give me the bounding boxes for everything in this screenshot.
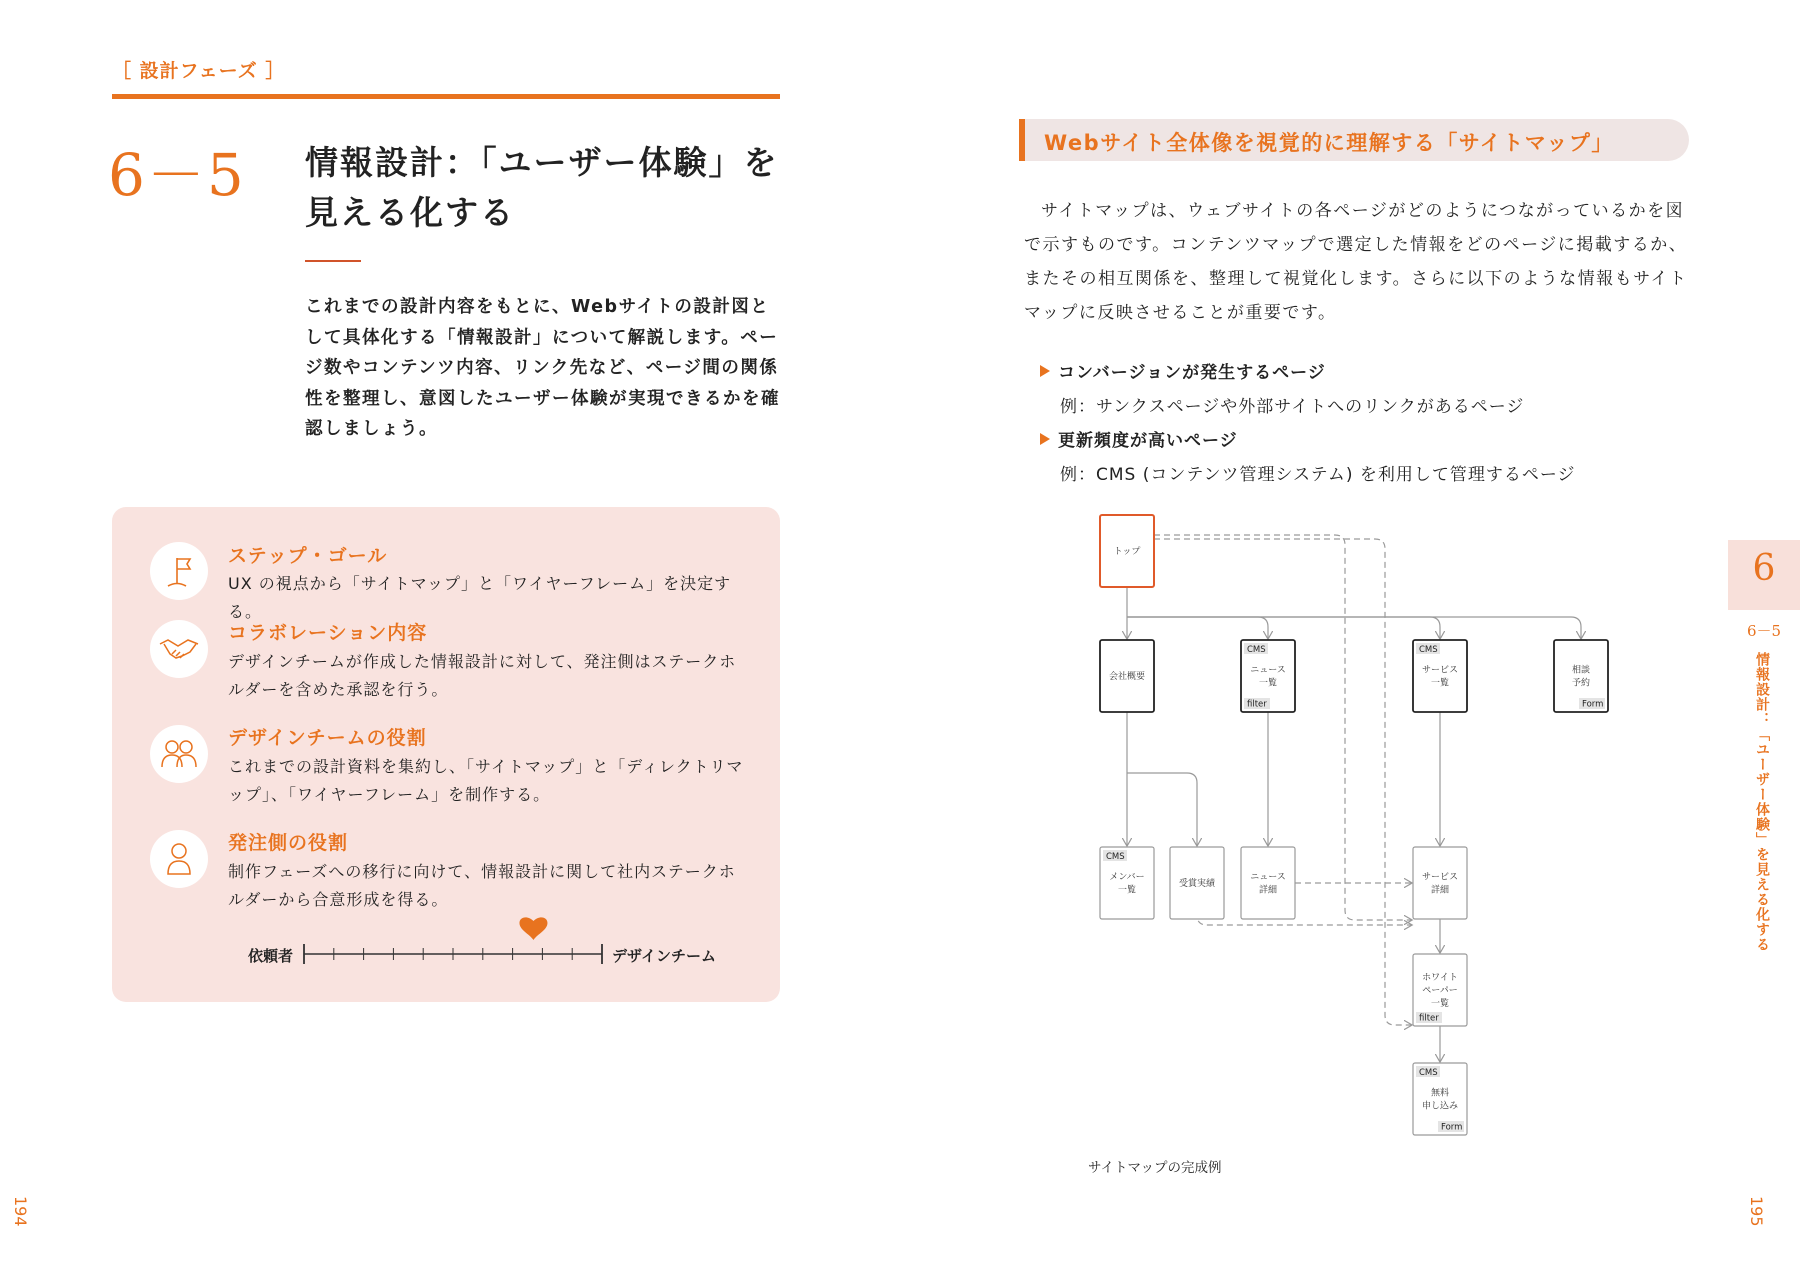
sitemap-node-label: 無料: [1430, 1088, 1450, 1099]
sitemap-node-label: 会社概要: [1108, 672, 1146, 682]
heart-marker-icon: [519, 917, 547, 940]
form-tag-label: Form: [1582, 699, 1604, 710]
edge-top-free: [1154, 539, 1411, 1025]
cms-tag-label: CMS: [1419, 645, 1438, 655]
cms-tag-label: CMS: [1106, 852, 1125, 862]
sitemap-node-label: 一覧: [1258, 678, 1278, 689]
bullet-list: [1024, 356, 1694, 492]
sitemap-node-awards: [1170, 847, 1224, 919]
flag-icon: [150, 542, 208, 600]
sitemap-node-label: 申し込み: [1421, 1101, 1459, 1112]
edge-top-services: [1127, 617, 1440, 638]
phase-label: ［ 設計フェーズ ］: [112, 60, 286, 82]
sitemap-node-label: 相談: [1571, 665, 1591, 676]
triangle-bullet-icon: [1040, 433, 1050, 445]
summary-text-3: これまでの設計資料を集約し、「サイトマップ」と「ディレクトリマップ」、「ワイヤーフレーム」を制作する。: [228, 757, 744, 804]
section-banner-title: Webサイト全体像を視覚的に理解する「サイトマップ」: [1044, 131, 1614, 155]
bullet-heading-1: コンバージョンが発生するページ: [1058, 363, 1326, 383]
sitemap-node-label: ペーパー: [1422, 986, 1458, 996]
bullet-example-1: 例：サンクスページや外部サイトへのリンクがあるページ: [1060, 397, 1525, 417]
collaboration-scale: [300, 910, 610, 970]
sitemap-node-box: [1241, 847, 1295, 919]
edge-top-news: [1127, 617, 1268, 638]
sitemap-node-label: ホワイト: [1422, 973, 1458, 983]
edge-company-awards: [1127, 773, 1197, 845]
sitemap-node-label: トップ: [1113, 547, 1141, 557]
sitemap-node-company: [1100, 640, 1154, 712]
section-number: 6－5: [108, 141, 246, 209]
sitemap-node-label: サービス: [1421, 872, 1459, 883]
summary-heading-3: デザインチームの役割: [228, 727, 427, 749]
sitemap-node-top: [1100, 515, 1154, 587]
sitemap-diagram: [1080, 505, 1640, 1145]
triangle-bullet-icon: [1040, 365, 1050, 377]
sitemap-node-label: 一覧: [1430, 999, 1450, 1009]
cms-tag-label: CMS: [1247, 645, 1266, 655]
section-banner-bar: [1019, 119, 1025, 161]
scale-right-label: デザインチーム: [612, 947, 716, 965]
summary-heading-4: 発注側の役割: [228, 832, 349, 854]
edge-top-consult: [1127, 617, 1581, 638]
sitemap-edges: [1127, 535, 1581, 1061]
cms-tag-label: CMS: [1419, 1068, 1438, 1078]
form-tag-label: Form: [1441, 1122, 1463, 1133]
scale-left-label: 依頼者: [248, 947, 294, 965]
summary-text-2: デザインチームが作成した情報設計に対して、発注側はステークホルダーを含めた承認を行う。: [228, 652, 737, 699]
sitemap-node-free_apply: [1413, 1063, 1467, 1135]
body-paragraph: [1024, 194, 1694, 492]
chapter-tab-section: 6－5: [1746, 622, 1782, 640]
bullet-item-2: [1024, 424, 1694, 458]
summary-text-1: UX の視点から「サイトマップ」と「ワイヤーフレーム」を決定する。: [228, 574, 732, 621]
title-rule: [305, 260, 361, 262]
sitemap-paragraph: サイトマップは、ウェブサイトの各ページがどのようにつながっているかを図で示すものです。コンテンツマップで選定した情報をどのページに掲載するか、またその相互関係を、整理して視覚化します。さらに以下のような情報もサイトマップに反映させることが重要です。: [1024, 201, 1688, 323]
team-icon: [150, 725, 208, 783]
chapter-tab-number: 6: [1752, 548, 1776, 589]
phase-rule: [112, 94, 780, 99]
sitemap-node-label: 一覧: [1430, 678, 1450, 689]
sitemap-node-label: 詳細: [1258, 885, 1278, 896]
sitemap-nodes: [1100, 515, 1608, 1135]
bullet-example-2: 例：CMS (コンテンツ管理システム) を利用して管理するページ: [1060, 465, 1576, 485]
sitemap-node-label: ニュース: [1250, 665, 1286, 676]
sitemap-node-members: [1100, 847, 1154, 919]
filter-tag-label: filter: [1247, 699, 1267, 710]
sitemap-node-label: 受賞実績: [1178, 879, 1216, 889]
sitemap-node-label: 予約: [1571, 678, 1591, 689]
section-title-line2: 見える化する: [305, 193, 515, 232]
intro-paragraph: これまでの設計内容をもとに、Webサイトの設計図として具体化する「情報設計」について解説します。ページ数やコンテンツ内容、リンク先など、ページ間の関係性を整理し、意図したユーザー体験が実現できるかを確認しましょう。: [305, 297, 780, 439]
sitemap-node-label: ニュース: [1250, 872, 1286, 883]
sitemap-node-service_detail: [1413, 847, 1467, 919]
sitemap-node-box: [1413, 847, 1467, 919]
sitemap-node-news_detail: [1241, 847, 1295, 919]
summary-heading-2: コラボレーション内容: [228, 622, 428, 644]
sitemap-node-news: [1241, 640, 1295, 712]
sitemap-node-services: [1413, 640, 1467, 712]
bullet-heading-2: 更新頻度が高いページ: [1058, 431, 1238, 451]
section-title-line1: 情報設計：「ユーザー体験」を: [305, 143, 779, 182]
diagram-caption: サイトマップの完成例: [1088, 1160, 1222, 1176]
page-number-right: 195: [1747, 1196, 1766, 1227]
chapter-tab-title: 情報設計：「ユーザー体験」を見える化する: [1754, 652, 1770, 952]
sitemap-node-label: 一覧: [1117, 885, 1137, 896]
sitemap-node-whitepaper: [1413, 954, 1467, 1026]
section-title: [305, 138, 785, 238]
sitemap-node-label: 詳細: [1430, 885, 1450, 896]
person-icon: [150, 830, 208, 888]
summary-text-4: 制作フェーズへの移行に向けて、情報設計に関して社内ステークホルダーから合意形成を得る。: [228, 862, 736, 909]
summary-heading-1: ステップ・ゴール: [228, 545, 388, 567]
sitemap-node-label: サービス: [1421, 665, 1459, 676]
handshake-icon: [150, 620, 208, 678]
sitemap-node-label: メンバー: [1109, 872, 1145, 883]
filter-tag-label: filter: [1419, 1013, 1439, 1024]
sitemap-node-consult: [1554, 640, 1608, 712]
page-number-left: 194: [11, 1196, 30, 1227]
bullet-item-1: [1024, 356, 1694, 390]
